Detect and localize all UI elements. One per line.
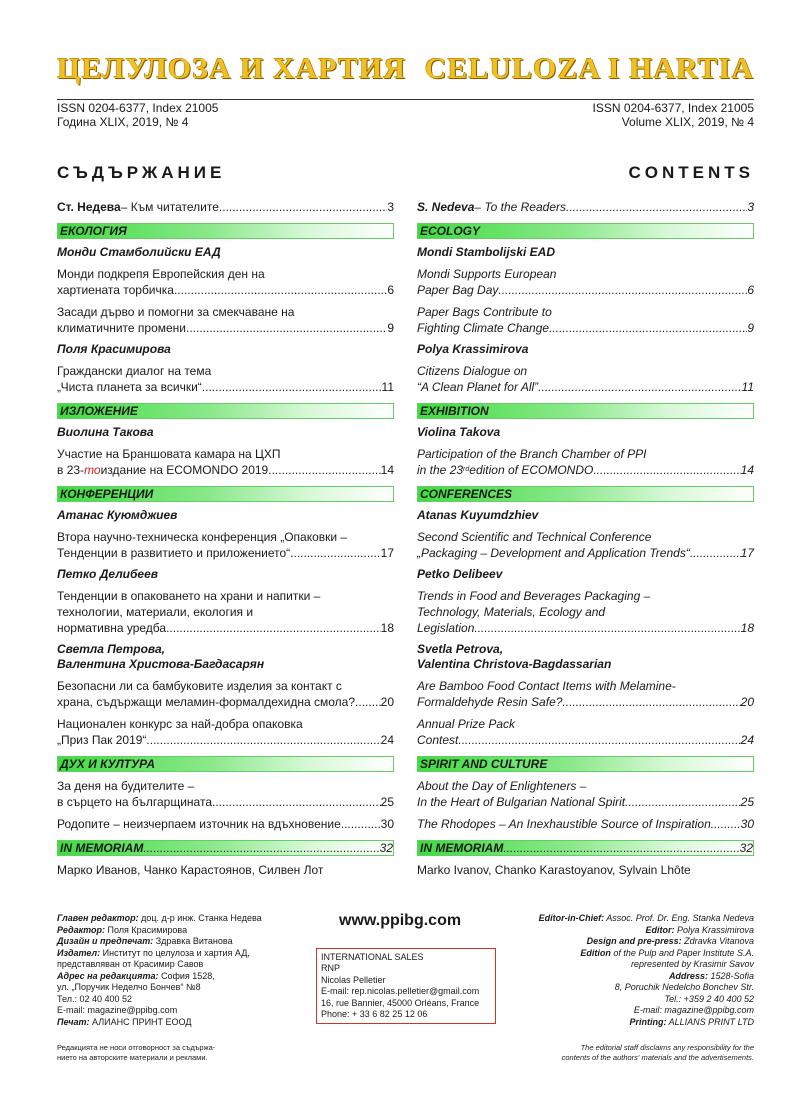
section-bar-memoriam[interactable]: IN MEMORIAM ..... 32 [417, 840, 754, 856]
header-divider [57, 99, 754, 100]
toc-entry[interactable]: Trends in Food and Beverages Packaging – Technology, Materials, Ecology and Legislation ..... 18 [417, 588, 754, 636]
imprint-bg: Главен редактор: доц. д-р инж. Станка Недева Редактор: Поля Красимирова Дизайн и предпечат: Здравка Витанова Издател: Институт по целулоза и хартия АД, представляван от Красимир Савов Адрес на редакцията: София 1528, ул. „Поручик Неделчо Бончев“ №8 Тел.: 02 40 400 52 E-mail: magazine@ppibg.com Печат: АЛИАНС ПРИНТ ЕООД [57, 913, 262, 1027]
toc-entry[interactable]: Participation of the Branch Chamber of PPI in the 23 rd edition of ECOMONDO ..... 14 [417, 446, 754, 478]
toc-entry[interactable]: About the Day of Enlighteners – In the Heart of Bulgarian National Spirit ..... 25 [417, 778, 754, 810]
disclaimer-en: The editorial staff disclaims any responsibility for the contents of the authors' materials and the advertisements. [561, 1043, 754, 1062]
toc-column-bg [57, 194, 394, 878]
memoriam-names: Марко Иванов, Чанко Карастоянов, Силвен Лот [57, 863, 324, 877]
toc-entry[interactable]: Mondi Supports European Paper Bag Day ..... 6 [417, 266, 754, 298]
section-bar-conferences: КОНФЕРЕНЦИИ [57, 486, 394, 502]
toc-entry-readers[interactable]: S. Nedeva – To the Readers ..... 3 [417, 200, 754, 215]
toc-entry[interactable]: Тенденции в опаковането на храни и напитки – технологии, материали, екология и нормативна уредба ..... 18 [57, 588, 394, 636]
toc-entry[interactable]: Annual Prize Pack Contest ..... 24 [417, 716, 754, 748]
section-bar-exhibition: ИЗЛОЖЕНИЕ [57, 403, 394, 419]
toc-entry-readers[interactable]: Ст. Недева – Към читателите ..... 3 [57, 200, 394, 215]
author: Petko Delibeev [417, 567, 503, 581]
toc-entry[interactable]: Paper Bags Contribute to Fighting Climate Change ..... 9 [417, 304, 754, 336]
author: Atanas Kuyumdzhiev [417, 508, 539, 522]
masthead-bg: ЦЕЛУЛОЗА И ХАРТИЯ [57, 52, 406, 85]
website-link[interactable]: www.ppibg.com [339, 912, 462, 929]
toc-entry[interactable]: The Rhodopes – An Inexhaustible Source of Inspiration ..... 30 [417, 816, 754, 832]
toc-entry[interactable]: Are Bamboo Food Contact Items with Melamine- Formaldehyde Resin Safe? ..... 20 [417, 678, 754, 710]
contents-heading-en: CONTENTS [628, 163, 754, 182]
author: Атанас Куюмджиев [57, 508, 178, 522]
toc-entry[interactable]: Родопите – неизчерпаем източник на вдъхновение ..... 30 [57, 816, 394, 832]
author: Светла Петрова, Валентина Христова-Багдасарян [57, 642, 265, 671]
section-bar-memoriam[interactable]: IN MEMORIAM ..... 32 [57, 840, 394, 856]
masthead-en: CELULOZA I HARTIA [424, 52, 754, 85]
section-bar-ecology: ECOLOGY [417, 223, 754, 239]
author: Svetla Petrova, Valentina Christova-Bagdassarian [417, 642, 612, 671]
section-bar-ecology: ЕКОЛОГИЯ [57, 223, 394, 239]
toc-entry[interactable]: Second Scientific and Technical Conference „Packaging – Development and Application Trends“ ..... 17 [417, 529, 754, 561]
international-sales-box: INTERNATIONAL SALES RNP Nicolas Pelletier E-mail: rep.nicolas.pelletier@gmail.com 16, rue Bannier, 45000 Orléans, France Phone: + 33 6 82 25 12 06 [316, 948, 496, 1024]
toc-entry[interactable]: Национален конкурс за най-добра опаковка „Приз Пак 2019“ ..... 24 [57, 716, 394, 748]
section-bar-spirit: SPIRIT AND CULTURE [417, 756, 754, 772]
toc-entry[interactable]: Безопасни ли са бамбуковите изделия за контакт с храна, съдържащи меламин-формалдехидна смола? ..... 20 [57, 678, 394, 710]
author: Петко Делибеев [57, 567, 159, 581]
author: Mondi Stambolijski EAD [417, 245, 556, 259]
section-bar-exhibition: EXHIBITION [417, 403, 754, 419]
author: Polya Krassimirova [417, 342, 529, 356]
section-bar-spirit: ДУХ И КУЛТУРА [57, 756, 394, 772]
author: Виолина Такова [57, 425, 154, 439]
toc-entry[interactable]: За деня на будителите – в сърцето на българщината ..... 25 [57, 778, 394, 810]
toc-entry[interactable]: Втора научно-техническа конференция „Опаковки – Тенденции в развитието и приложението“ ..... 17 [57, 529, 394, 561]
author: Поля Красимирова [57, 342, 171, 356]
imprint-en: Editor-in-Chief: Assoc. Prof. Dr. Eng. Stanka Nedeva Editor: Polya Krassimirova Design and pre-press: Zdravka Vitanova Edition of the Pulp and Paper Institute S.A. represented by Krasimir Savov Address: 1528-Sofia 8, Poruchik Nedelcho Bonchev Str. Tel.: +359 2 40 400 52 E-mail: magazine@ppibg.com Printing: ALLIANS PRINT LTD [538, 913, 754, 1027]
toc-entry[interactable]: Монди подкрепя Европейския ден на хартиената торбичка ..... 6 [57, 266, 394, 298]
toc-entry[interactable]: Засади дърво и помогни за смекчаване на климатичните промени ..... 9 [57, 304, 394, 336]
author: Монди Стамболийски ЕАД [57, 245, 221, 259]
toc-entry[interactable]: Участие на Браншовата камара на ЦХП в 23- то издание на ECOMONDO 2019 ..... 14 [57, 446, 394, 478]
section-bar-conferences: CONFERENCES [417, 486, 754, 502]
memoriam-names: Marko Ivanov, Chanko Karastoyanov, Sylvain Lhôte [417, 863, 691, 877]
toc-column-en [417, 194, 754, 878]
issn-en: ISSN 0204-6377, Index 21005 Volume XLIX, 2019, № 4 [592, 101, 754, 129]
toc-entry[interactable]: Citizens Dialogue on “A Clean Planet for All” ..... 11 [417, 363, 754, 395]
author: Violina Takova [417, 425, 501, 439]
disclaimer-bg: Редакцията не носи отговорност за съдържа- нието на авторските материали и реклами. [57, 1043, 216, 1062]
toc-entry[interactable]: Граждански диалог на тема „Чиста планета за всички“ ..... 11 [57, 363, 394, 395]
contents-heading-bg: СЪДЪРЖАНИЕ [57, 163, 226, 182]
issn-bg: ISSN 0204-6377, Index 21005 Година XLIX, 2019, № 4 [57, 101, 219, 129]
